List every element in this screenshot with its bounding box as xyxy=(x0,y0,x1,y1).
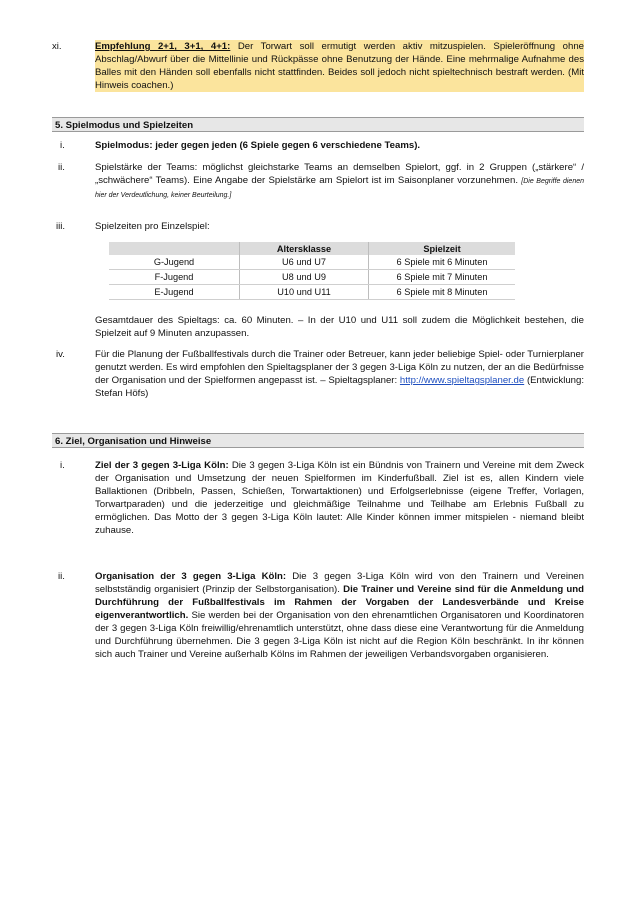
item-number: iii. xyxy=(56,221,66,232)
table-cell: F-Jugend xyxy=(109,270,240,285)
item-text: Spielzeiten pro Einzelspiel: xyxy=(95,221,210,232)
item-number: xi. xyxy=(52,41,62,52)
section-heading-6: 6. Ziel, Organisation und Hinweise xyxy=(52,433,584,448)
item-number: iv. xyxy=(56,349,65,360)
table-cell: 6 Spiele mit 6 Minuten xyxy=(369,255,516,270)
table-cell: G-Jugend xyxy=(109,255,240,270)
table-header: Altersklasse xyxy=(240,242,369,255)
item-title: Empfehlung 2+1, 3+1, 4+1: xyxy=(95,41,231,52)
item-text: Organisation der 3 gegen 3-Liga Köln: Die 3 gegen 3-Liga Köln wird von den Trainern und Vereinen selbstständig organisiert (Prinzip der Selbstorganisation). Die Trainer und Vereine sind für die Anmeldung und Durchführung der Fußballfestivals im Rahmen der Vorgaben der Landesverbände und Kreise eigenverantwortlich. Sie werden bei der Organisation von den ehrenamtlichen Organisatoren und Koordinatoren der 3 gegen 3-Liga Köln freiwillig/ehrenamtlich unterstützt, ohne dass diese eine Verantwortung für die Anmeldung und Durchführung übernehmen. Die 3 gegen 3-Liga Köln ist nicht auf die Region Köln beschränkt. In ihr können sich auch Trainer und Vereine außerhalb Kölns im Rahmen der jeweiligen Verbandsvorgaben organisieren. xyxy=(95,571,584,660)
emphasis-text: Die Trainer und Vereine sind für die Anmeldung und Durchführung der Fußballfestivals im Rahmen der Vorgaben der Landesverbände und Kreise eigenverantwortlich. xyxy=(95,584,584,621)
table-row xyxy=(109,270,515,285)
table-header-row xyxy=(109,242,515,255)
item-text: Empfehlung 2+1, 3+1, 4+1: Der Torwart soll ermutigt werden aktiv mitzuspielen. Spieleröffnung ohne Abschlag/Abwurf über die Mittellinie und Rückpässe ohne Benutzung der Hände. Eine mehrmalige Aufnahme des Balles mit den Händen soll ebenfalls nicht stattfinden. Beides soll jedoch nicht spieltechnisch bestraft werden. (Mit Hinweis coachen.) xyxy=(95,41,584,91)
table-cell: U10 und U11 xyxy=(240,285,369,300)
item-text: Für die Planung der Fußballfestivals durch die Trainer oder Betreuer, kann jeder beliebige Spiel- oder Turnierplaner genutzt werden. Es wird empfohlen den Spieltagsplaner der 3 gegen 3-Liga Köln zu nutzen, der an die Bedürfnisse der Organisation und der Spielformen angepasst ist. – Spieltagsplaner: http://www.spieltagsplaner.de (Entwicklung: Stefan Höfs) xyxy=(95,349,585,399)
item-xi xyxy=(52,40,584,106)
table-cell: 6 Spiele mit 8 Minuten xyxy=(369,285,516,300)
table-cell: E-Jugend xyxy=(109,285,240,300)
item-number: i. xyxy=(60,460,65,471)
item-text: Ziel der 3 gegen 3-Liga Köln: Die 3 gegen 3-Liga Köln ist ein Bündnis von Trainern und Vereine mit dem Zweck der Organisation und Umsetzung der neuen Spielformen im Kinderfußball. Ziel ist es, allen Kindern viele Ballaktionen (Dribbeln, Passen, Schießen, Torwartaktionen) und Erfolgserlebnisse (eigene Treffer, Vorlagen, Torwartparaden) und die jederzeitige und gleichmäßige Teilnahme und Teilhabe am Erlebnis Fußball zu ermöglichen. Das Motto der 3 gegen 3-Liga Köln lautet: Alle Kinder können immer mitspielen - niemand bleibt zuhause. xyxy=(95,460,584,536)
table-cell: U6 und U7 xyxy=(240,255,369,270)
item-text: Gesamtdauer des Spieltags: ca. 60 Minuten. – In der U10 und U11 soll zudem die Möglichkeit bestehen, die Spielzeit auf 9 Minuten anzupassen. xyxy=(95,315,584,339)
table-row xyxy=(109,255,515,270)
section-heading-5: 5. Spielmodus und Spielzeiten xyxy=(52,117,584,132)
game-times-table xyxy=(109,242,515,300)
note: [Die Begriffe dienen hier der Verdeutlichung, keiner Beurteilung.] xyxy=(95,178,585,199)
table-header xyxy=(109,242,240,255)
item-title: Organisation der 3 gegen 3-Liga Köln: xyxy=(95,571,287,582)
planner-link[interactable]: http://www.spieltagsplaner.de xyxy=(399,375,525,386)
table-cell: U8 und U9 xyxy=(240,270,369,285)
item-text: Spielmodus: jeder gegen jeden (6 Spiele gegen 6 verschiedene Teams). xyxy=(95,140,421,151)
item-number: i. xyxy=(60,140,65,151)
table-header: Spielzeit xyxy=(369,242,516,255)
item-number: ii. xyxy=(58,571,65,582)
table-cell: 6 Spiele mit 7 Minuten xyxy=(369,270,516,285)
item-title: Ziel der 3 gegen 3-Liga Köln: xyxy=(95,460,229,471)
item-text: Spielstärke der Teams: möglichst gleichstarke Teams an demselben Spielort, ggf. in 2 Gruppen („stärkere“ / „schwächere“ Teams). Eine Angabe der Spielstärke am Spielort ist im Saisonplaner vorzunehmen. [Die Begriffe dienen hier der Verdeutlichung, keiner Beurteilung.] xyxy=(95,162,585,199)
item-number: ii. xyxy=(58,162,65,173)
table-row xyxy=(109,285,515,300)
